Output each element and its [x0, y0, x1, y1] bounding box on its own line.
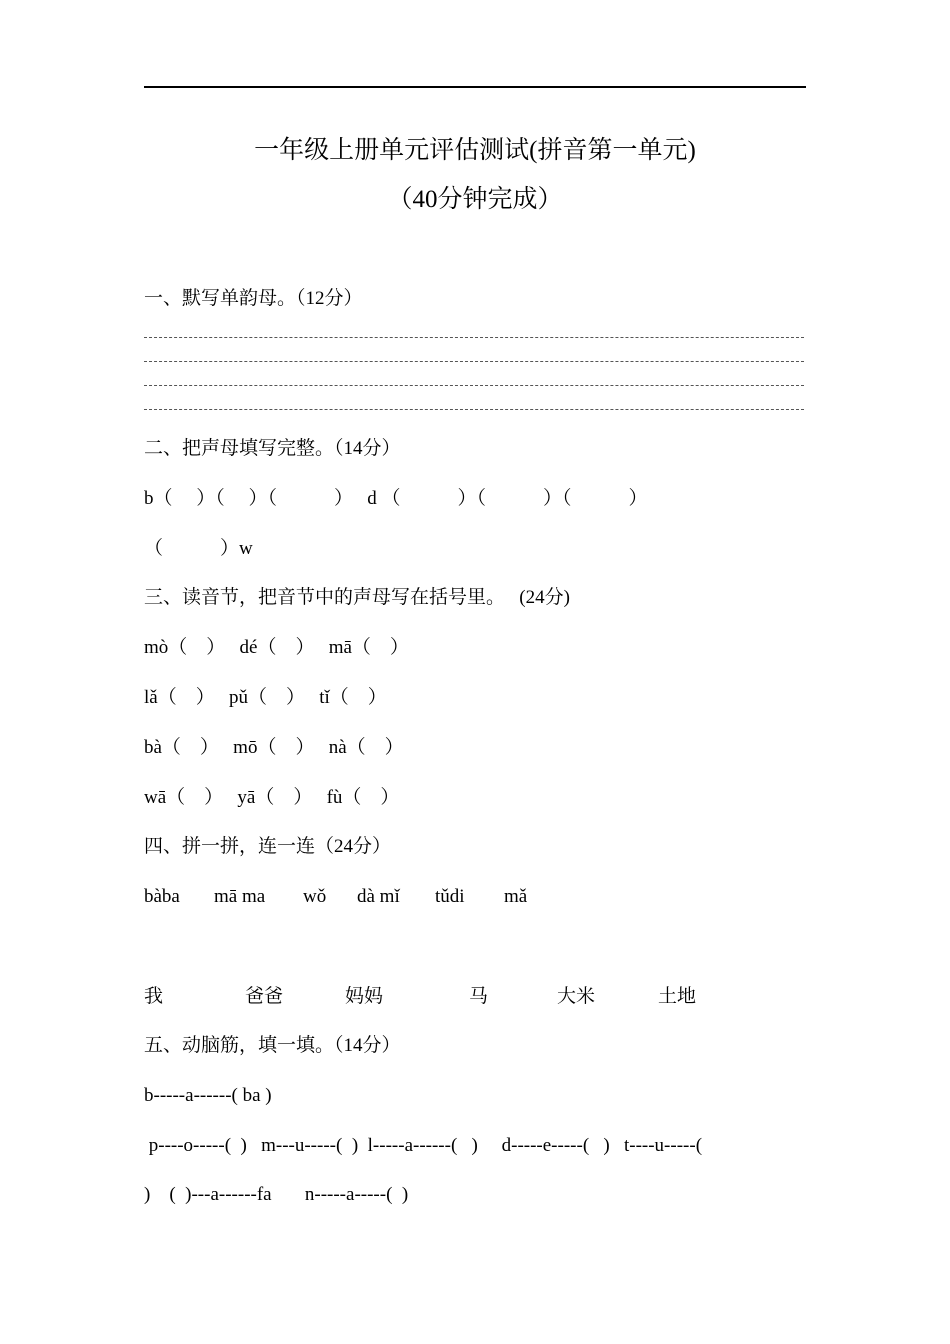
section2-heading: 二、把声母填写完整。（14分） — [144, 438, 401, 459]
section5-line1: p----o-----( ) m---u-----( ) l-----a------( ) d-----e-----( ) t----u-----( — [144, 1135, 703, 1156]
hanzi-word: 大米 — [557, 986, 596, 1007]
hanzi-word: 妈妈 — [345, 986, 384, 1007]
section2-line2: （ ）w — [144, 538, 253, 559]
section5-example: b-----a------( ba ) — [144, 1085, 272, 1106]
pinyin-word: mā ma — [214, 886, 266, 907]
hanzi-row — [144, 984, 804, 1010]
section1-heading: 一、默写单韵母。（12分） — [144, 288, 363, 309]
answer-line — [144, 409, 804, 410]
section5-heading: 五、动脑筋，填一填。（14分） — [144, 1035, 401, 1056]
section2-line1: b（ ）（ ）（ ） d （ ）（ ）（ ） — [144, 488, 648, 509]
syllable-row: mò（ ） dé（ ） mā（ ） — [144, 637, 409, 658]
hanzi-word: 马 — [469, 986, 489, 1007]
answer-line — [144, 337, 804, 338]
section5-line2: ) ( )---a------fa n-----a-----( ) — [144, 1184, 409, 1205]
syllable-row: bà（ ） mō（ ） nà（ ） — [144, 737, 404, 758]
hanzi-word: 爸爸 — [245, 986, 284, 1007]
hanzi-word: 土地 — [658, 986, 697, 1007]
pinyin-word: wǒ — [303, 886, 327, 907]
syllable-row: wā（ ） yā（ ） fù（ ） — [144, 787, 400, 808]
section3-heading: 三、读音节，把音节中的声母写在括号里。 (24分) — [144, 587, 570, 608]
pinyin-row — [144, 884, 804, 910]
pinyin-word: dà mǐ — [357, 886, 400, 907]
pinyin-word: tǔdi — [435, 886, 465, 907]
top-rule — [144, 86, 806, 88]
pinyin-word: bàba — [144, 886, 180, 907]
pinyin-word: mǎ — [504, 886, 528, 907]
page-title: 一年级上册单元评估测试(拼音第一单元) — [254, 137, 696, 164]
section4-heading: 四、拼一拼，连一连（24分） — [144, 836, 392, 857]
hanzi-word: 我 — [144, 986, 164, 1007]
answer-line — [144, 361, 804, 362]
page-subtitle: （40分钟完成） — [387, 186, 563, 213]
answer-line — [144, 385, 804, 386]
syllable-row: lǎ（ ） pǔ（ ） tǐ（ ） — [144, 687, 387, 708]
